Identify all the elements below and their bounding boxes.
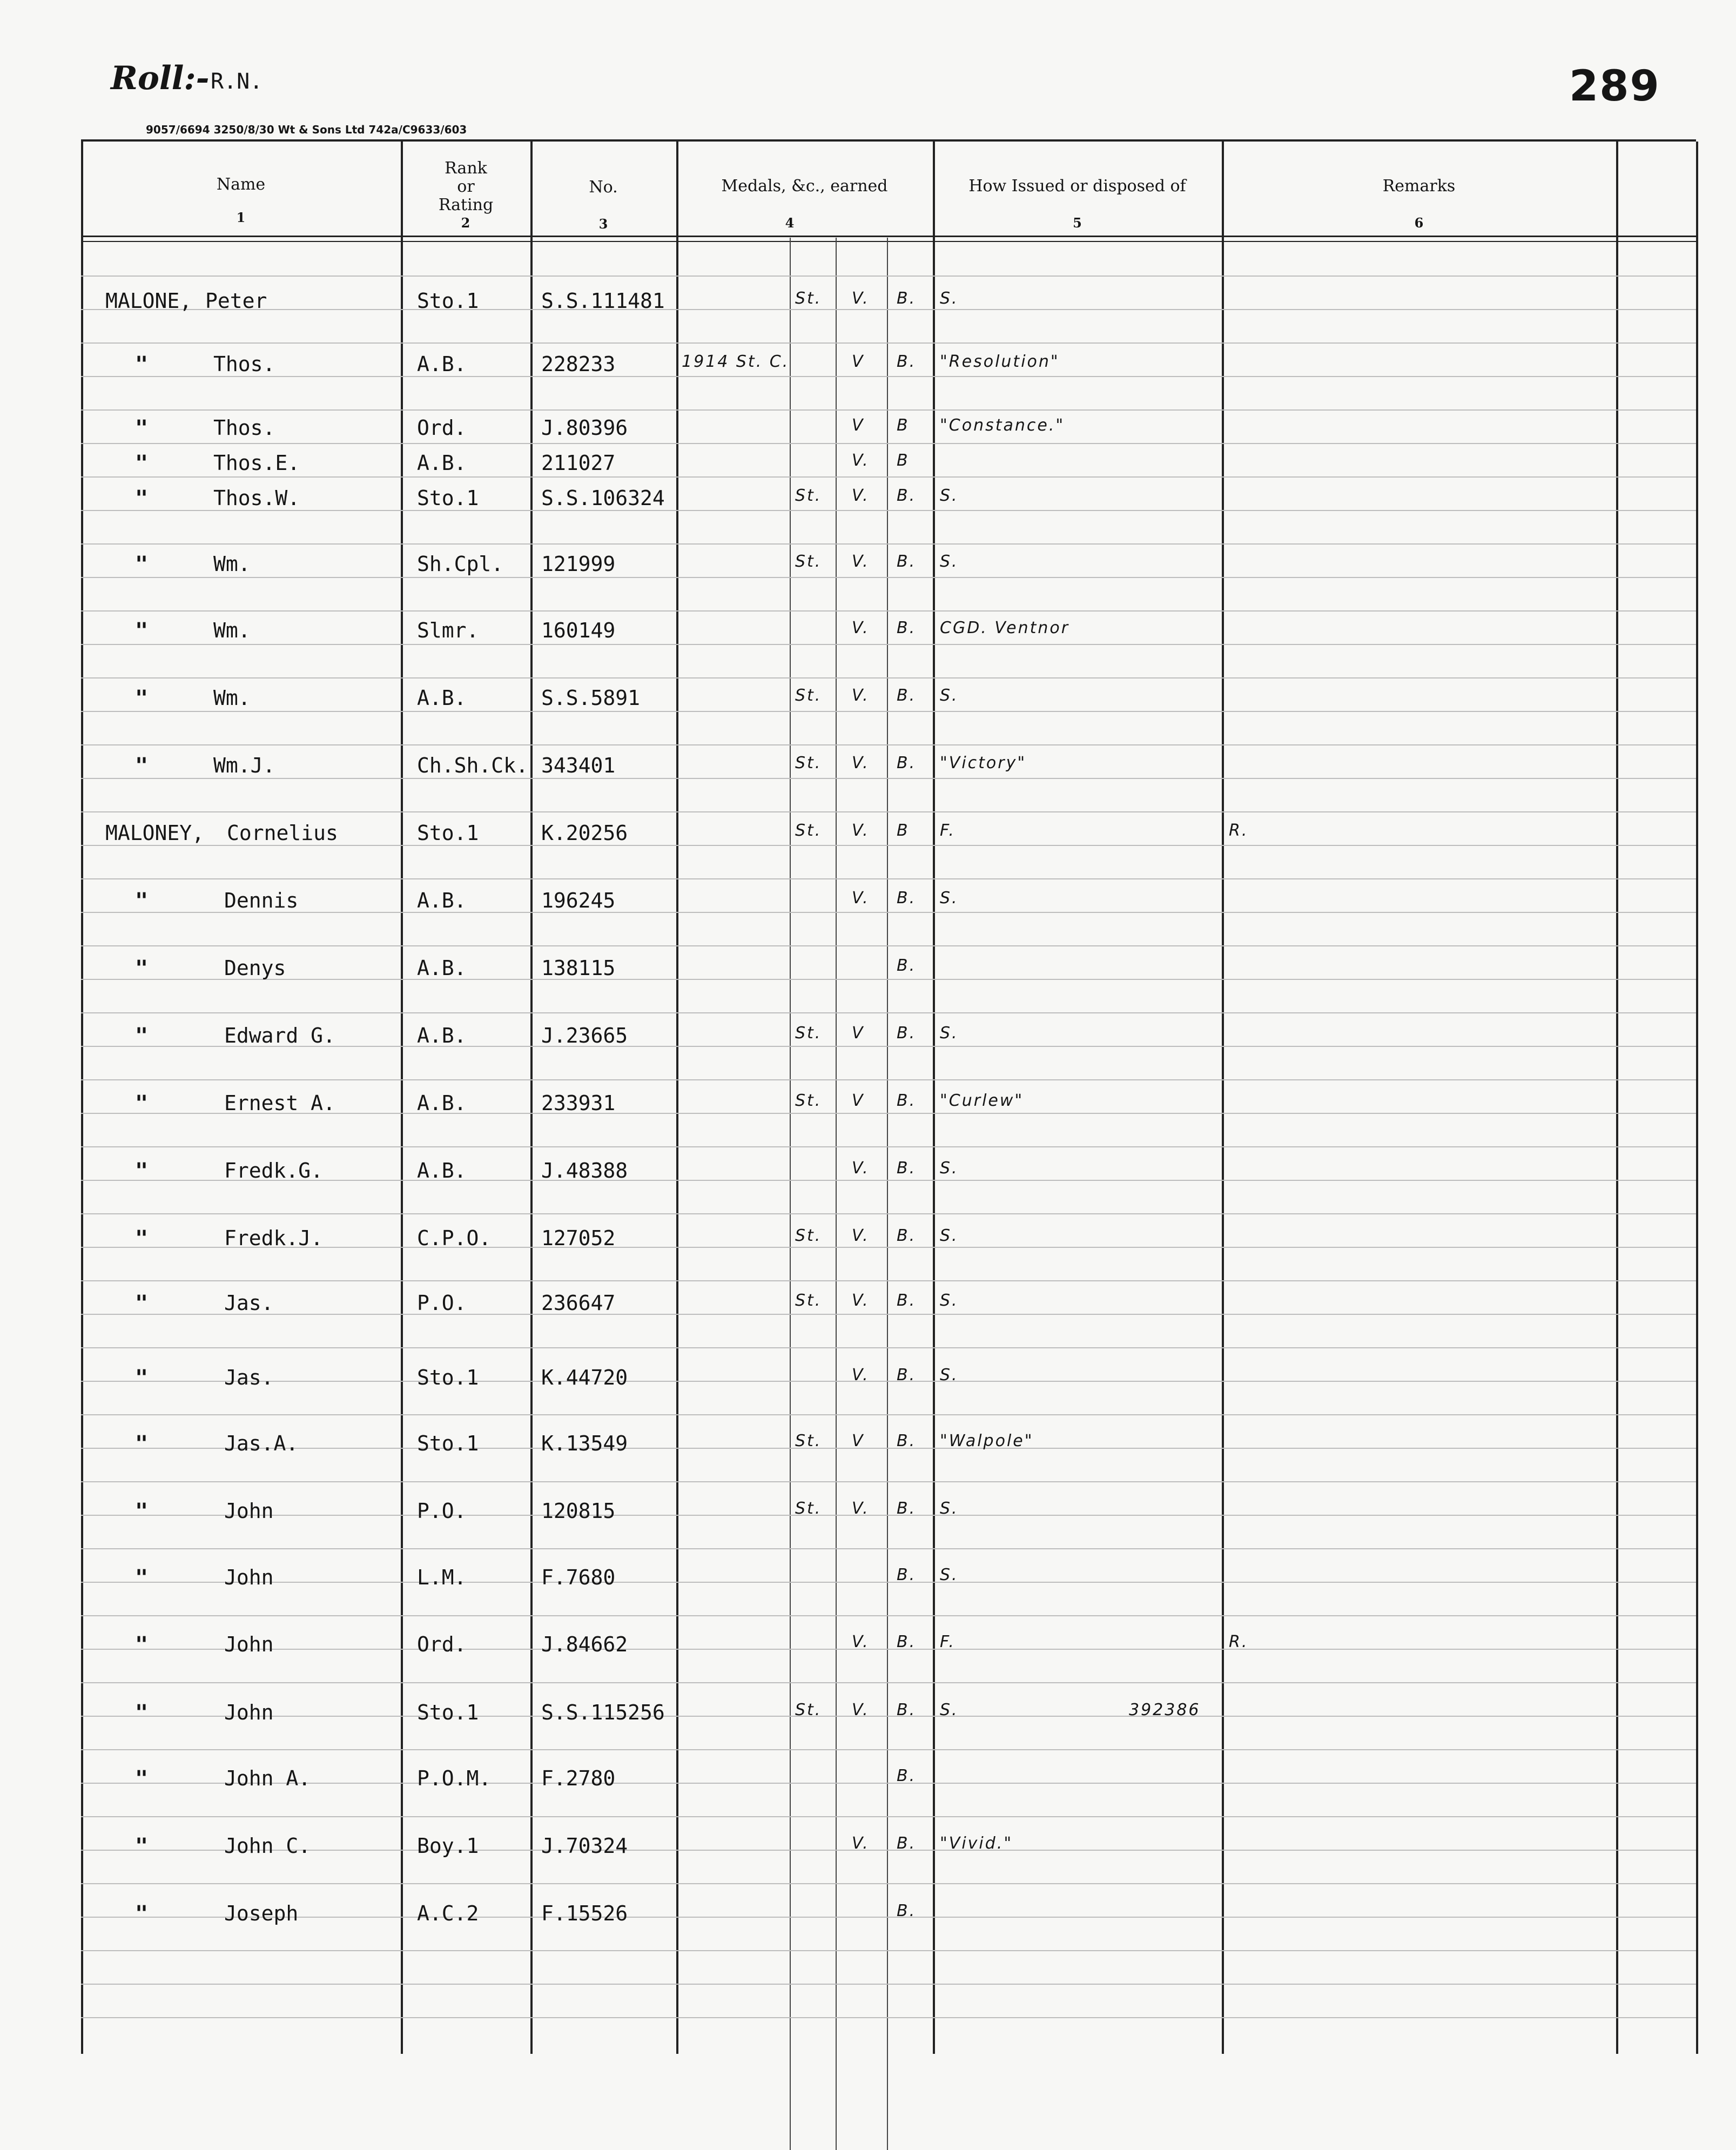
- cell-surname: ": [135, 1566, 149, 1590]
- ruled-line: [81, 1749, 1696, 1750]
- cell-issued: "Resolution": [940, 352, 1060, 371]
- cell-given: John: [224, 1499, 274, 1523]
- cell-m1: St.: [795, 552, 822, 571]
- cell-m2: V: [852, 1091, 865, 1110]
- column-number: 1: [236, 210, 246, 225]
- cell-issued: F.: [940, 821, 956, 840]
- cell-given: Wm.: [213, 552, 251, 576]
- cell-m2: V.: [852, 1159, 870, 1178]
- cell-m2: V.: [852, 754, 870, 772]
- cell-given: Fredk.G.: [224, 1159, 324, 1182]
- cell-no: J.84662: [541, 1632, 628, 1656]
- ruled-line: [81, 878, 1696, 879]
- cell-m3: B.: [897, 1834, 917, 1853]
- cell-m2: V.: [852, 1632, 870, 1651]
- ruled-line: [81, 744, 1696, 745]
- column-divider: [530, 142, 533, 2054]
- cell-no: 236647: [541, 1291, 616, 1315]
- column-divider: [676, 142, 678, 2054]
- column-number: 3: [598, 216, 608, 232]
- cell-given: Thos.: [213, 352, 275, 376]
- cell-no: S.S.5891: [541, 686, 641, 710]
- cell-surname: ": [135, 552, 149, 577]
- cell-remarks: R.: [1229, 1632, 1249, 1651]
- cell-m3: B.: [897, 754, 917, 772]
- ruled-line: [81, 577, 1696, 578]
- cell-given: Thos.: [213, 416, 275, 440]
- cell-issued: S.: [940, 552, 959, 571]
- cell-rank: P.O.: [417, 1499, 467, 1523]
- cell-given: Cornelius: [227, 821, 338, 845]
- cell-m2: V.: [852, 1291, 870, 1310]
- ruled-line: [81, 945, 1696, 946]
- cell-no: J.80396: [541, 416, 628, 440]
- cell-m0: 1914 St. C.: [682, 352, 790, 371]
- cell-given: Edward G.: [224, 1024, 335, 1047]
- cell-surname: ": [135, 754, 149, 778]
- column-header-issued: How Issued or disposed of: [968, 177, 1186, 196]
- cell-surname: ": [135, 451, 149, 476]
- cell-given: Jas.A.: [224, 1432, 299, 1455]
- column-divider: [1616, 142, 1618, 2054]
- cell-issued: S.: [940, 1499, 959, 1518]
- cell-issued: S.: [940, 1024, 959, 1043]
- cell-surname: MALONE,: [105, 289, 192, 313]
- cell-no: 196245: [541, 889, 616, 912]
- ruled-line: [81, 1180, 1696, 1181]
- cell-issued: S.: [940, 889, 959, 908]
- cell-m2: V.: [852, 289, 870, 308]
- cell-issued: "Victory": [940, 754, 1027, 772]
- ruled-line: [81, 1548, 1696, 1549]
- cell-m1: St.: [795, 821, 822, 840]
- cell-rank: Sh.Cpl.: [417, 552, 504, 576]
- ruled-line: [81, 1247, 1696, 1248]
- cell-rank: Boy.1: [417, 1834, 479, 1858]
- column-number: 5: [1073, 215, 1082, 231]
- cell-rank: Ord.: [417, 416, 467, 440]
- ruled-line: [81, 1816, 1696, 1817]
- ruled-line: [81, 409, 1696, 411]
- cell-surname: ": [135, 1766, 149, 1791]
- ruled-line: [81, 644, 1696, 645]
- ruled-line: [81, 1515, 1696, 1516]
- ruled-line: [81, 1280, 1696, 1281]
- cell-surname: ": [135, 686, 149, 711]
- cell-m3: B.: [897, 1432, 917, 1450]
- roll-label: Roll:-: [111, 59, 210, 97]
- cell-m2: V.: [852, 889, 870, 908]
- cell-issued: S.: [940, 1566, 959, 1584]
- cell-no: F.2780: [541, 1766, 616, 1790]
- cell-m2: V.: [852, 619, 870, 637]
- cell-m1: St.: [795, 1701, 822, 1719]
- cell-m2: V: [852, 1432, 865, 1450]
- cell-m3: B: [897, 416, 910, 435]
- column-number: 2: [461, 215, 470, 231]
- cell-no: F.7680: [541, 1566, 616, 1589]
- cell-given: Dennis: [224, 889, 299, 912]
- ruled-line: [81, 1883, 1696, 1884]
- ruled-line: [81, 510, 1696, 511]
- print-code: 9057/6694 3250/8/30 Wt & Sons Ltd 742a/C9633/603: [146, 123, 467, 136]
- cell-given: Ernest A.: [224, 1091, 335, 1115]
- cell-given: Peter: [205, 289, 267, 313]
- cell-no: 160149: [541, 619, 616, 642]
- cell-given: Thos.W.: [213, 486, 300, 510]
- cell-issued: CGD. Ventnor: [940, 619, 1070, 637]
- column-number: 4: [785, 215, 795, 231]
- ruled-line: [81, 1079, 1696, 1080]
- cell-issued: S.: [940, 686, 959, 705]
- ruled-line: [81, 1615, 1696, 1616]
- cell-issued: S.: [940, 1159, 959, 1178]
- cell-given: Jas.: [224, 1366, 274, 1389]
- cell-given: John C.: [224, 1834, 311, 1858]
- ruled-line: [81, 1481, 1696, 1482]
- cell-m2: V.: [852, 1701, 870, 1719]
- cell-surname: ": [135, 956, 149, 981]
- cell-rank: Sto.1: [417, 1701, 479, 1724]
- cell-issued: S.: [940, 1226, 959, 1245]
- cell-surname: MALONEY,: [105, 821, 205, 845]
- cell-no: 127052: [541, 1226, 616, 1250]
- cell-rank: Sto.1: [417, 821, 479, 845]
- ruled-line: [81, 1012, 1696, 1013]
- cell-no: S.S.115256: [541, 1701, 665, 1724]
- cell-no: J.70324: [541, 1834, 628, 1858]
- cell-m1: St.: [795, 1432, 822, 1450]
- cell-no: S.S.111481: [541, 289, 665, 313]
- cell-no: K.44720: [541, 1366, 628, 1389]
- ruled-line: [81, 543, 1696, 545]
- ruled-line: [81, 443, 1696, 444]
- cell-no: S.S.106324: [541, 486, 665, 510]
- cell-no: F.15526: [541, 1902, 628, 1925]
- top-rule: [81, 139, 1696, 142]
- cell-surname: ": [135, 1632, 149, 1657]
- cell-rank: Ord.: [417, 1632, 467, 1656]
- cell-m3: B.: [897, 1499, 917, 1518]
- cell-no: 138115: [541, 956, 616, 980]
- cell-m2: V.: [852, 451, 870, 470]
- medal-subdivider: [790, 238, 791, 2150]
- cell-no: K.13549: [541, 1432, 628, 1455]
- ruled-line: [81, 610, 1696, 612]
- cell-no: 233931: [541, 1091, 616, 1115]
- ruled-line: [81, 1347, 1696, 1348]
- cell-m2: V.: [852, 686, 870, 705]
- cell-surname: ": [135, 1291, 149, 1316]
- cell-rank: A.B.: [417, 1024, 467, 1047]
- header-rule: [81, 236, 1696, 237]
- cell-surname: ": [135, 1024, 149, 1049]
- ruled-line: [81, 1146, 1696, 1147]
- cell-m3: B.: [897, 1766, 917, 1785]
- cell-m2: V.: [852, 1499, 870, 1518]
- cell-issued-extra: 392386: [1129, 1701, 1201, 1719]
- column-header-medals: Medals, &c., earned: [721, 177, 888, 196]
- cell-m2: V.: [852, 1226, 870, 1245]
- cell-rank: A.B.: [417, 1159, 467, 1182]
- cell-surname: ": [135, 1701, 149, 1725]
- cell-issued: S.: [940, 289, 959, 308]
- cell-m3: B.: [897, 1291, 917, 1310]
- cell-m1: St.: [795, 1291, 822, 1310]
- ruled-line: [81, 1414, 1696, 1415]
- column-divider: [933, 142, 935, 2054]
- cell-given: John: [224, 1566, 274, 1589]
- ruled-line: [81, 1649, 1696, 1650]
- cell-no: 211027: [541, 451, 616, 475]
- ruled-line: [81, 677, 1696, 678]
- cell-surname: ": [135, 1432, 149, 1456]
- ruled-line: [81, 845, 1696, 846]
- ruled-line: [81, 1314, 1696, 1315]
- cell-given: John: [224, 1632, 274, 1656]
- cell-m1: St.: [795, 486, 822, 505]
- cell-surname: ": [135, 1366, 149, 1390]
- cell-given: John: [224, 1701, 274, 1724]
- cell-given: Denys: [224, 956, 286, 980]
- cell-m2: V.: [852, 552, 870, 571]
- cell-no: 343401: [541, 754, 616, 777]
- cell-surname: ": [135, 416, 149, 441]
- ruled-line: [81, 1950, 1696, 1951]
- cell-rank: A.B.: [417, 1091, 467, 1115]
- cell-rank: A.B.: [417, 889, 467, 912]
- cell-surname: ": [135, 1226, 149, 1251]
- column-divider: [1696, 142, 1698, 2054]
- ruled-line: [81, 1783, 1696, 1784]
- cell-issued: S.: [940, 1701, 959, 1719]
- cell-given: Joseph: [224, 1902, 299, 1925]
- cell-m2: V: [852, 416, 865, 435]
- cell-issued: "Curlew": [940, 1091, 1024, 1110]
- cell-surname: ": [135, 619, 149, 643]
- ruled-line: [81, 1917, 1696, 1918]
- cell-m2: V: [852, 1024, 865, 1043]
- cell-no: J.48388: [541, 1159, 628, 1182]
- cell-surname: ": [135, 1499, 149, 1524]
- column-header-name: Name: [216, 175, 266, 194]
- cell-m2: V.: [852, 486, 870, 505]
- ruled-line: [81, 778, 1696, 779]
- cell-issued: S.: [940, 486, 959, 505]
- cell-m3: B.: [897, 686, 917, 705]
- cell-issued: "Vivid.": [940, 1834, 1013, 1853]
- cell-m3: B.: [897, 486, 917, 505]
- cell-m3: B.: [897, 1091, 917, 1110]
- medal-subdivider: [887, 238, 888, 2150]
- cell-surname: ": [135, 1902, 149, 1926]
- cell-surname: ": [135, 889, 149, 913]
- column-header-no: No.: [589, 178, 618, 197]
- medal-subdivider: [836, 238, 837, 2150]
- cell-m2: V.: [852, 821, 870, 840]
- cell-m3: B: [897, 451, 910, 470]
- cell-m3: B.: [897, 1226, 917, 1245]
- cell-no: 121999: [541, 552, 616, 576]
- cell-surname: ": [135, 352, 149, 377]
- cell-rank: A.B.: [417, 956, 467, 980]
- cell-rank: Sto.1: [417, 1432, 479, 1455]
- cell-m2: V: [852, 352, 865, 371]
- cell-m3: B.: [897, 1366, 917, 1385]
- cell-no: 228233: [541, 352, 616, 376]
- ruled-line: [81, 476, 1696, 478]
- ruled-line: [81, 1850, 1696, 1851]
- cell-surname: ": [135, 486, 149, 511]
- cell-m3: B.: [897, 956, 917, 975]
- cell-given: Fredk.J.: [224, 1226, 324, 1250]
- cell-m3: B.: [897, 1159, 917, 1178]
- cell-m3: B.: [897, 1902, 917, 1920]
- cell-surname: ": [135, 1159, 149, 1184]
- cell-m1: St.: [795, 1091, 822, 1110]
- cell-rank: Slmr.: [417, 619, 479, 642]
- cell-m1: St.: [795, 289, 822, 308]
- ruled-line: [81, 979, 1696, 980]
- cell-given: John A.: [224, 1766, 311, 1790]
- cell-m3: B.: [897, 1701, 917, 1719]
- cell-given: Thos.E.: [213, 451, 300, 475]
- ruled-line: [81, 1716, 1696, 1717]
- cell-no: K.20256: [541, 821, 628, 845]
- cell-rank: C.P.O.: [417, 1226, 492, 1250]
- cell-issued: F.: [940, 1632, 956, 1651]
- ruled-line: [81, 711, 1696, 712]
- cell-given: Wm.J.: [213, 754, 275, 777]
- cell-m3: B.: [897, 1632, 917, 1651]
- ruled-line: [81, 1582, 1696, 1583]
- ruled-line: [81, 912, 1696, 913]
- cell-m3: B.: [897, 619, 917, 637]
- cell-rank: A.B.: [417, 352, 467, 376]
- column-header-remarks: Remarks: [1382, 177, 1456, 196]
- column-divider: [401, 142, 403, 2054]
- cell-m1: St.: [795, 1499, 822, 1518]
- ruled-line: [81, 811, 1696, 812]
- cell-rank: A.B.: [417, 686, 467, 710]
- ruled-line: [81, 2017, 1696, 2018]
- cell-m3: B.: [897, 289, 917, 308]
- cell-rank: A.B.: [417, 451, 467, 475]
- ruled-line: [81, 309, 1696, 310]
- cell-m1: St.: [795, 1024, 822, 1043]
- roll-value: R.N.: [211, 69, 263, 94]
- ruled-line: [81, 1682, 1696, 1683]
- cell-issued: "Constance.": [940, 416, 1065, 435]
- ruled-line: [81, 1984, 1696, 1985]
- cell-m2: V.: [852, 1834, 870, 1853]
- header-rule-2: [81, 241, 1696, 242]
- cell-m3: B.: [897, 1024, 917, 1043]
- cell-surname: ": [135, 1091, 149, 1116]
- cell-m3: B.: [897, 1566, 917, 1584]
- cell-no: 120815: [541, 1499, 616, 1523]
- cell-rank: A.C.2: [417, 1902, 479, 1925]
- cell-surname: ": [135, 1834, 149, 1859]
- page-number: 289: [1569, 62, 1660, 111]
- cell-m1: St.: [795, 1226, 822, 1245]
- cell-issued: S.: [940, 1366, 959, 1385]
- cell-rank: Ch.Sh.Ck.: [417, 754, 528, 777]
- column-divider: [81, 142, 83, 2054]
- cell-m3: B.: [897, 552, 917, 571]
- ruled-line: [81, 1381, 1696, 1382]
- cell-m2: V.: [852, 1366, 870, 1385]
- column-divider: [1222, 142, 1224, 2054]
- cell-no: J.23665: [541, 1024, 628, 1047]
- ruled-line: [81, 1448, 1696, 1449]
- ruled-line: [81, 342, 1696, 344]
- column-number: 6: [1414, 215, 1424, 231]
- cell-rank: L.M.: [417, 1566, 467, 1589]
- cell-issued: S.: [940, 1291, 959, 1310]
- cell-rank: Sto.1: [417, 486, 479, 510]
- cell-rank: P.O.M.: [417, 1766, 492, 1790]
- ruled-line: [81, 376, 1696, 377]
- cell-rank: Sto.1: [417, 1366, 479, 1389]
- cell-m3: B: [897, 821, 910, 840]
- cell-remarks: R.: [1229, 821, 1249, 840]
- cell-m1: St.: [795, 754, 822, 772]
- cell-given: Jas.: [224, 1291, 274, 1315]
- cell-m3: B.: [897, 352, 917, 371]
- ruled-line: [81, 1213, 1696, 1214]
- ruled-line: [81, 276, 1696, 277]
- cell-m3: B.: [897, 889, 917, 908]
- cell-rank: P.O.: [417, 1291, 467, 1315]
- cell-rank: Sto.1: [417, 289, 479, 313]
- column-header-rank: Rank or Rating: [438, 159, 494, 214]
- cell-given: Wm.: [213, 619, 251, 642]
- cell-issued: "Walpole": [940, 1432, 1034, 1450]
- cell-m1: St.: [795, 686, 822, 705]
- cell-given: Wm.: [213, 686, 251, 710]
